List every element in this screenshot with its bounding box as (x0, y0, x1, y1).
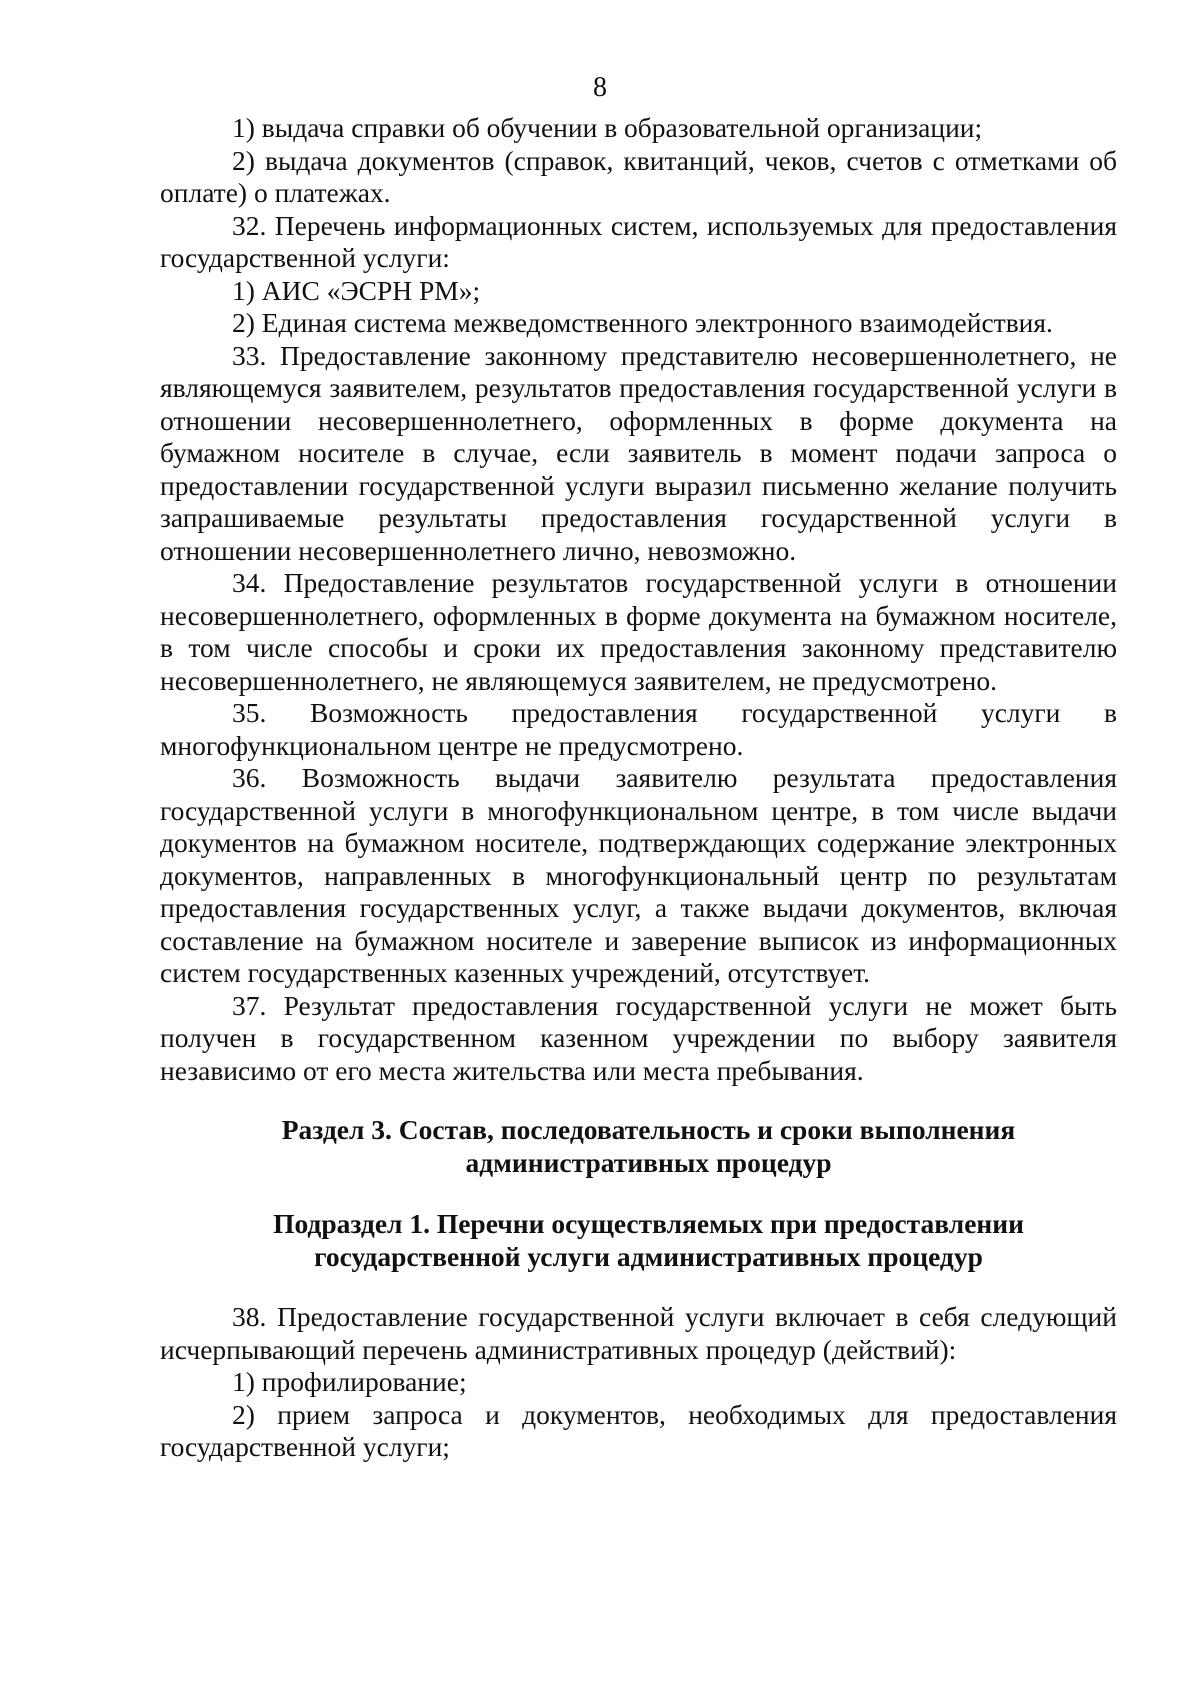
paragraph-item-35: 35. Возможность предоставления государственной услуги в многофункциональном центре не предусмотрено. (160, 697, 1117, 761)
paragraph-item-34: 34. Предоставление результатов государственной услуги в отношении несовершеннолетнего, оформленных в форме документа на бумажном носителе, в том числе способы и сроки их предоставления законному представителю несовершеннолетнего, не являющемуся заявителем, не предусмотрено. (160, 567, 1117, 696)
subsection-heading-line-2: государственной услуги административных процедур (314, 1241, 983, 1272)
subsection-heading (160, 1207, 1117, 1273)
paragraph: 1) профилирование; (232, 1366, 467, 1397)
paragraph-item-32: 32. Перечень информационных систем, используемых для предоставления государственной услуги: (160, 209, 1117, 273)
paragraph-item-37: 37. Результат предоставления государственной услуги не может быть получен в государственном казенном учреждении по выбору заявителя независимо от его места жительства или места пребывания. (160, 989, 1117, 1086)
paragraph: 1) выдача справки об обучении в образовательной организации; (232, 112, 983, 143)
paragraph: 2) Единая система межведомственного электронного взаимодействия. (232, 307, 1053, 338)
section-heading (160, 1113, 1117, 1179)
paragraph-item-38: 38. Предоставление государственной услуги включает в себя следующий исчерпывающий перечень административных процедур (действий): (160, 1301, 1117, 1365)
document-body (160, 112, 1117, 1464)
section-heading-line-2: административных процедур (465, 1147, 832, 1178)
page-number: 8 (593, 72, 607, 103)
paragraph-item-33: 33. Предоставление законному представителю несовершеннолетнего, не являющемуся заявителем, результатов предоставления государственной услуги в отношении несовершеннолетнего, оформленных в форме документа на бумажном носителе в случае, если заявитель в момент подачи запроса о предоставлении государственной услуги выразил письменно желание получить запрашиваемые результаты предоставления государственной услуги в отношении несовершеннолетнего лично, невозможно. (160, 339, 1117, 566)
paragraph: 2) выдача документов (справок, квитанций, чеков, счетов с отметками об оплате) о платежах. (160, 144, 1117, 208)
paragraph-item-36: 36. Возможность выдачи заявителю результата предоставления государственной услуги в многофункциональном центре, в том числе выдачи документов на бумажном носителе, подтверждающих содержание электронных документов, направленных в многофункциональный центр по результатам предоставления государственных услуг, а также выдачи документов, включая составление на бумажном носителе и заверение выписок из информационных систем государственных казенных учреждений, отсутствует. (160, 762, 1117, 988)
section-heading-line-1: Раздел 3. Состав, последовательность и сроки выполнения (281, 1114, 1016, 1145)
subsection-heading-line-1: Подраздел 1. Перечни осуществляемых при предоставлении (273, 1208, 1024, 1239)
paragraph: 1) АИС «ЭСРН РМ»; (232, 274, 481, 306)
paragraph: 2) прием запроса и документов, необходимых для предоставления государственной услуги; (160, 1398, 1117, 1462)
